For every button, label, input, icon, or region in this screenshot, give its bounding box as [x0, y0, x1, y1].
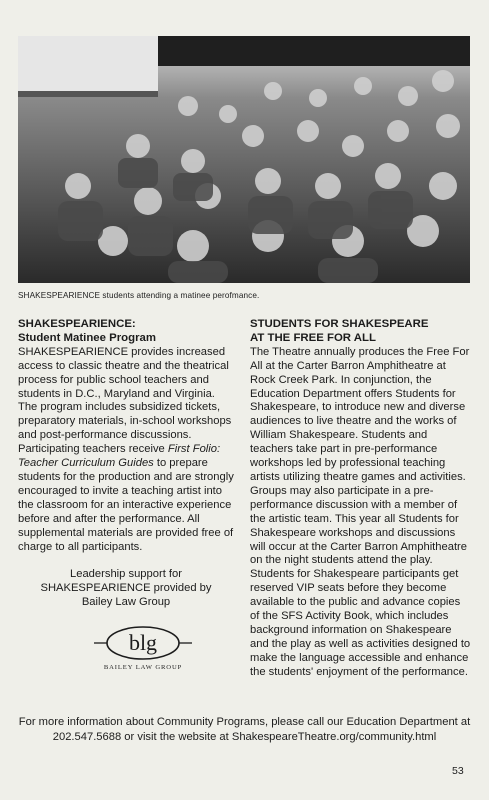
students-for-shakespeare-heading [250, 318, 472, 346]
logo-letters: blg [128, 630, 158, 656]
blg-logo-mark [88, 624, 198, 662]
logo-wordmark: BAILEY LAW GROUP [103, 664, 183, 672]
bailey-law-group-logo [88, 624, 198, 672]
audience-photo [18, 36, 470, 283]
heading-line: SHAKESPEARIENCE: [18, 318, 136, 330]
body-text-part: SHAKESPEARIENCE provides increased access to classic theatre and the theatrical process for public school teachers and students in D.C., Maryland and Virginia. The program includes subsidized tickets, preparatory materials, in-school workshops and post-performance discussions. Participating teachers receive [18, 345, 232, 456]
footer-line: 202.547.5688 or visit the website at ShakespeareTheatre.org/community.html [52, 730, 437, 743]
support-line: Leadership support for [70, 568, 182, 581]
shakespearience-heading [18, 318, 234, 346]
audience-photo-illustration [18, 36, 470, 283]
footer-contact [0, 715, 489, 744]
heading-line: AT THE FREE FOR ALL [250, 331, 376, 344]
page-number: 53 [452, 765, 464, 777]
students-for-shakespeare-body: The Theatre annually produces the Free For All at the Carter Barron Amphitheatre at Rock Creek Park. In conjunction, the Education Department offers Students for Shakespeare, to introduce new and diverse audiences to live theatre and the works of William Shakespeare. Students and teachers take part in pre-performance workshops led by professional teaching artists utilizing theatre games and activities. Groups may also participate in a pre-performance discussion with a member of the artistic team. This year all Students for Shakespeare workshops and discussions will occur at the Carter Barron Amphitheatre on the night students attend the play. Students for Shakespeare participants get reserved VIP seats before they become available to the public and advance copies of the SFS Activity Book, which includes background information on Shakespeare and the play as well as activities designed to make the language accessible and enhance the students' enjoyment of the performance. [250, 345, 471, 678]
body-text-part: to prepare students for the production and are strongly encouraged to invite a teaching artist into the classroom for an interactive experience before and after the performance. All supplemental materials are provided free of charge to all participants. [18, 457, 234, 553]
support-line: SHAKESPEARIENCE provided by [40, 582, 212, 595]
heading-line: STUDENTS FOR SHAKESPEARE [250, 318, 429, 330]
left-column [18, 318, 234, 672]
shakespearience-body [18, 346, 234, 555]
photo-caption: SHAKESPEARIENCE students attending a matinee perofmance. [18, 291, 260, 300]
footer-line: For more information about Community Programs, please call our Education Department at [18, 716, 471, 728]
curriculum-guide-title: First Folio: Teacher Curriculum Guides [18, 443, 221, 470]
leadership-support [18, 568, 234, 610]
heading-line: Student Matinee Program [18, 331, 156, 344]
right-column [250, 318, 472, 680]
support-line: Bailey Law Group [81, 596, 171, 609]
